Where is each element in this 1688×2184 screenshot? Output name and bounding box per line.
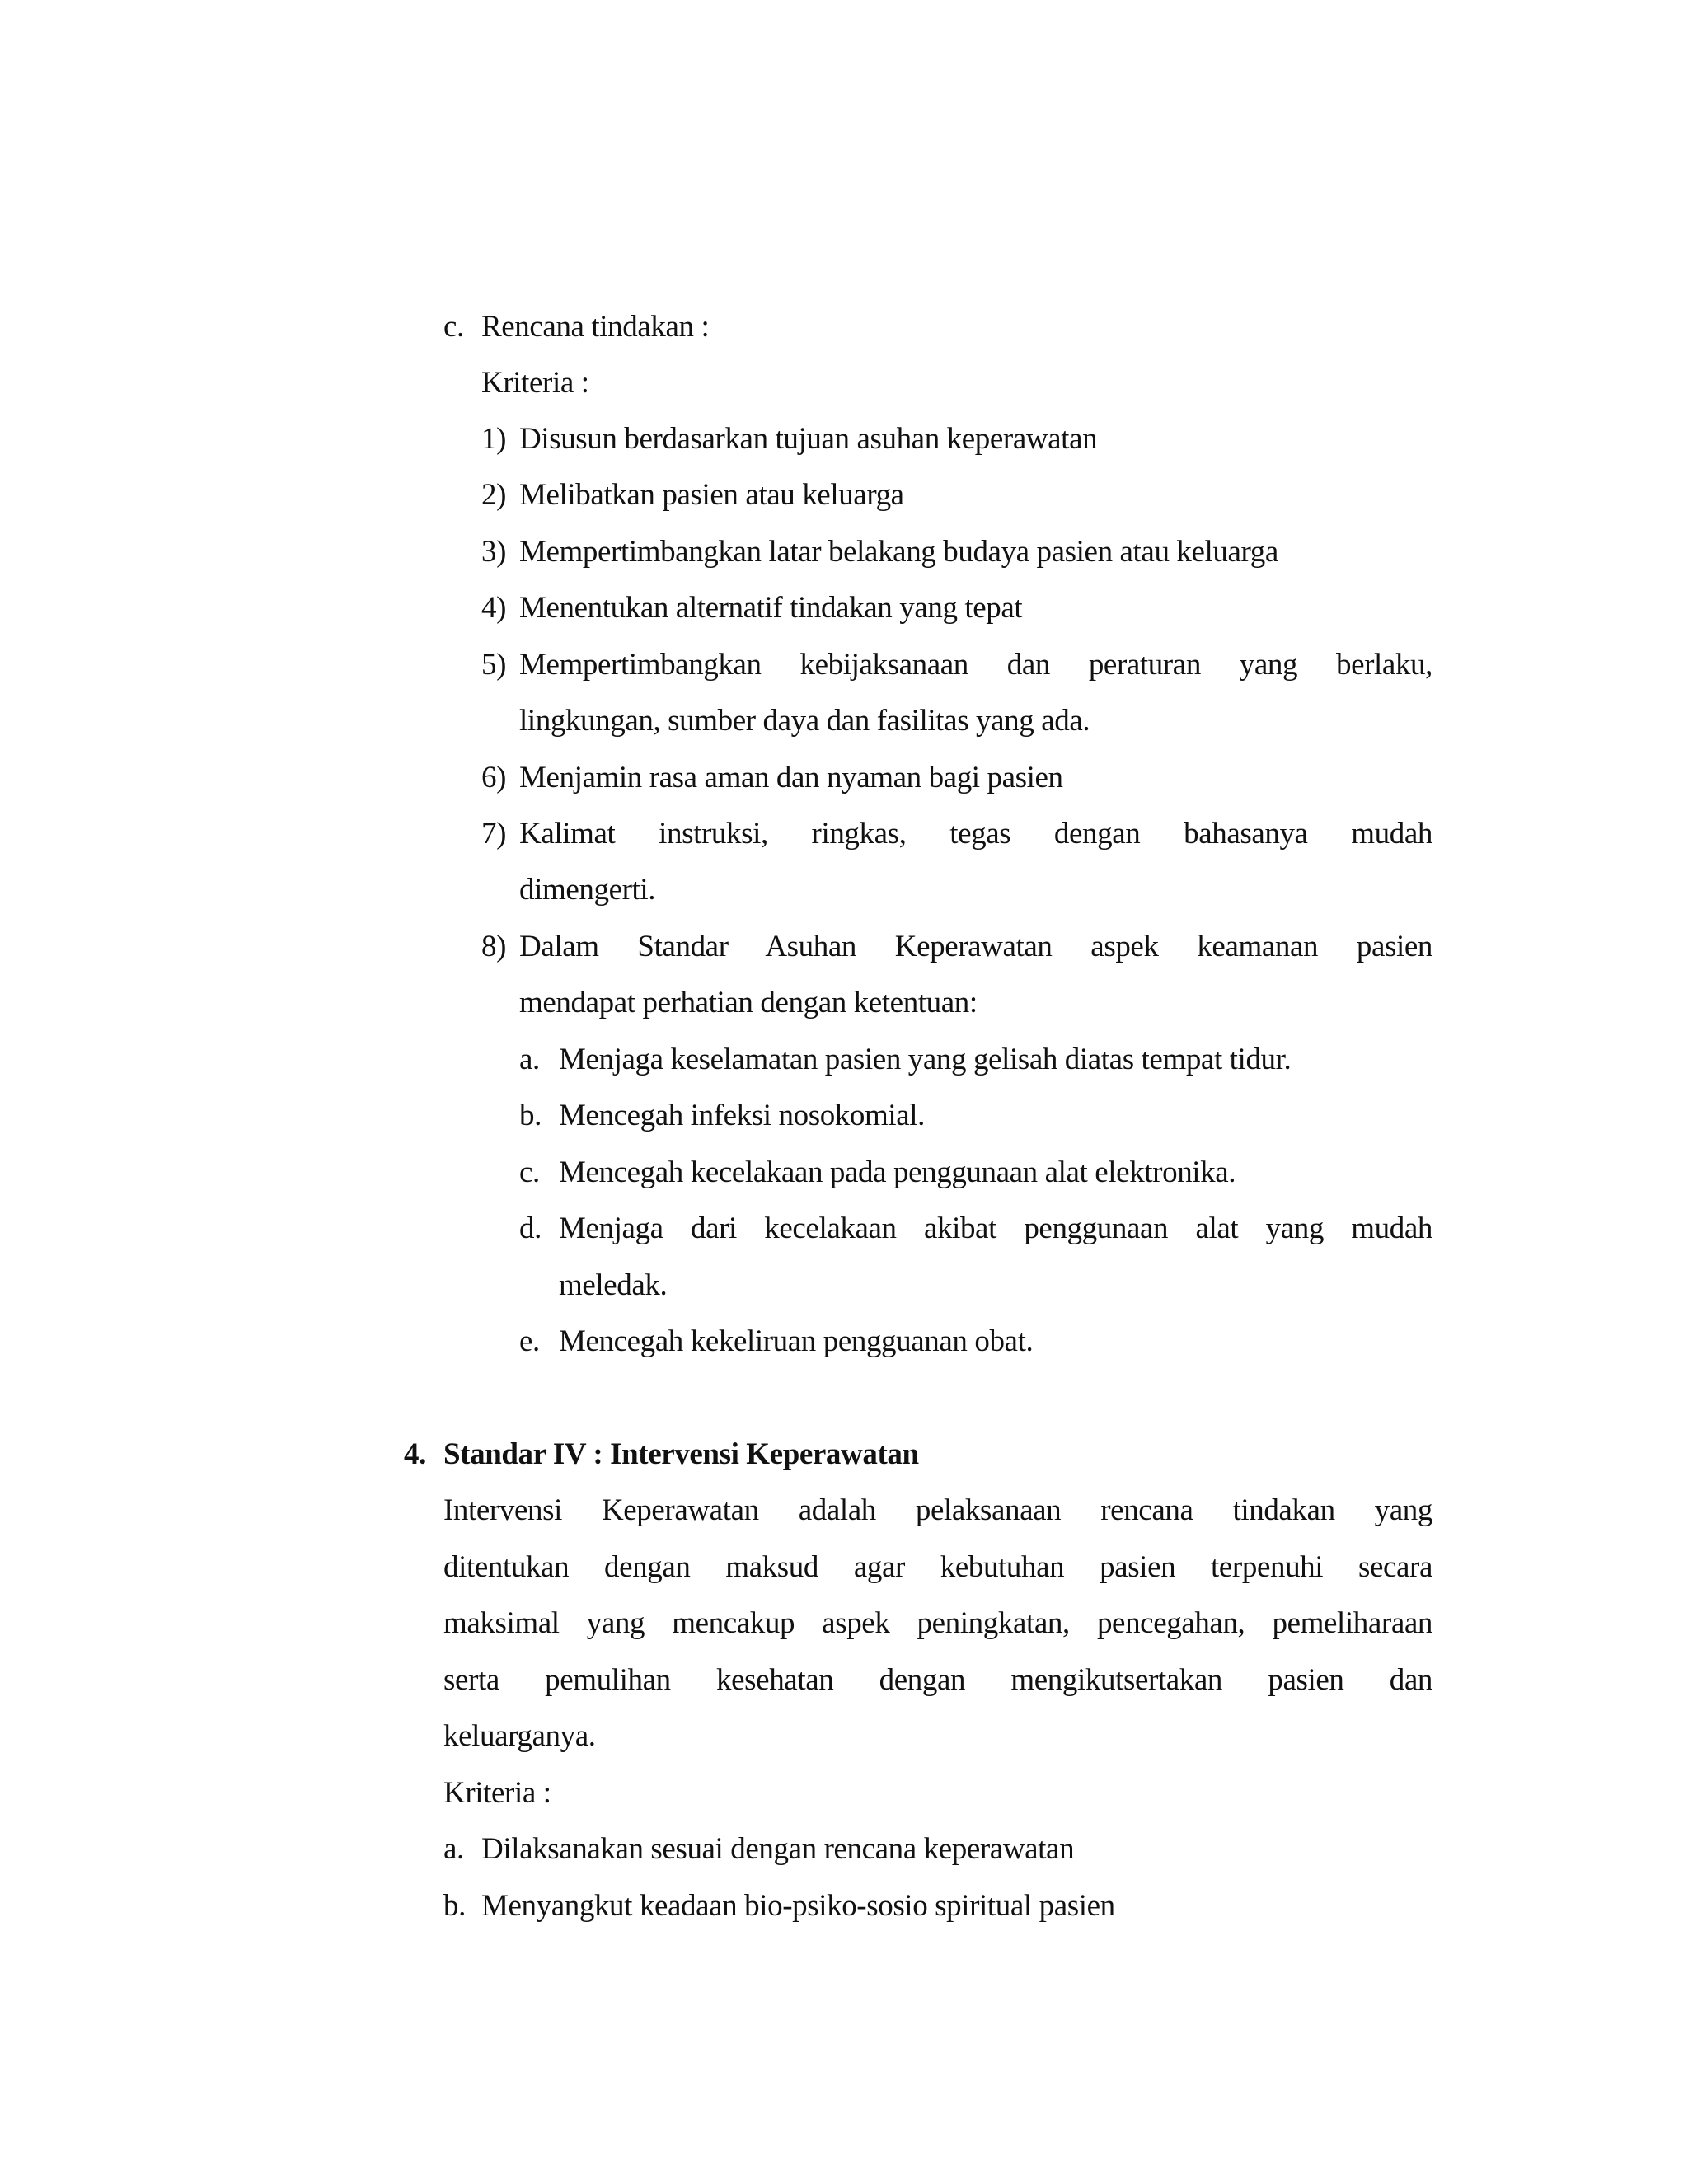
kriteria-label: Kriteria : <box>481 366 589 400</box>
section-title: Standar IV : Intervensi Keperawatan <box>443 1437 919 1471</box>
list-marker: c. <box>443 310 464 344</box>
paragraph-line: Intervensi Keperawatan adalah pelaksanaan rencana tindakan yang <box>443 1493 1432 1527</box>
document-page: c. Rencana tindakan : Kriteria : 1) Disusun berdasarkan tujuan asuhan keperawatan 2) Melibatkan pasien atau keluarga 3) Mempertimbangkan latar belakang budaya pasien atau keluarga 4) Menentukan alternatif tindakan yang tepat 5) Mempertimbangkan kebijaksanaan dan peraturan yang berlaku, lingkungan, sumber daya dan fasilitas yang ada. 6) Menjamin rasa aman dan nyaman bagi pasien 7) Kalimat instruksi, ringkas, tegas dengan bahasanya mudah dimengerti. 8) Dalam Standar Asuhan Keperawatan aspek keamanan pasien mendapat perhatian dengan ketentuan: a. Menjaga keselamatan pasien yang gelisah diatas tempat tidur. b. Mencegah infeksi nosokomial. c. Mencegah kecelakaan pada penggunaan alat elektronika. d. Menjaga dari kecelakaan akibat penggunaan alat yang mudah meledak. e. Mencegah kekeliruan pengguanan obat. 4. Standar IV : Intervensi Keperawatan Intervensi Keperawatan adalah pelaksanaan rencana tindakan yang ditentukan dengan maksud agar kebutuhan pasien terpenuhi secara maksimal yang mencakup aspek peningkatan, pencegahan, pemeliharaan serta pemulihan kesehatan dengan mengikutsertakan pasien dan keluarganya. Kriteria : a. Dilaksanakan sesuai dengan rencana keperawatan b. Menyangkut keadaan bio-psiko-sosio spiritual pasien <box>404 310 1432 1923</box>
list-item-continuation: mendapat perhatian dengan ketentuan: <box>519 986 978 1019</box>
paragraph-line: maksimal yang mencakup aspek peningkatan, pencegahan, pemeliharaan <box>443 1606 1432 1640</box>
list-item-continuation: dimengerti. <box>519 873 656 907</box>
paragraph-line: keluarganya. <box>443 1719 596 1753</box>
list-item-continuation: lingkungan, sumber daya dan fasilitas yang ada. <box>519 704 1090 738</box>
kriteria-label: Kriteria : <box>443 1776 551 1810</box>
section-c-title: Rencana tindakan : <box>481 310 710 344</box>
section-number: 4. <box>404 1437 426 1471</box>
paragraph-line: serta pemulihan kesehatan dengan mengikutsertakan pasien dan <box>443 1663 1432 1697</box>
sub-list-item-continuation: meledak. <box>559 1268 668 1302</box>
paragraph-line: ditentukan dengan maksud agar kebutuhan pasien terpenuhi secara <box>443 1550 1432 1584</box>
